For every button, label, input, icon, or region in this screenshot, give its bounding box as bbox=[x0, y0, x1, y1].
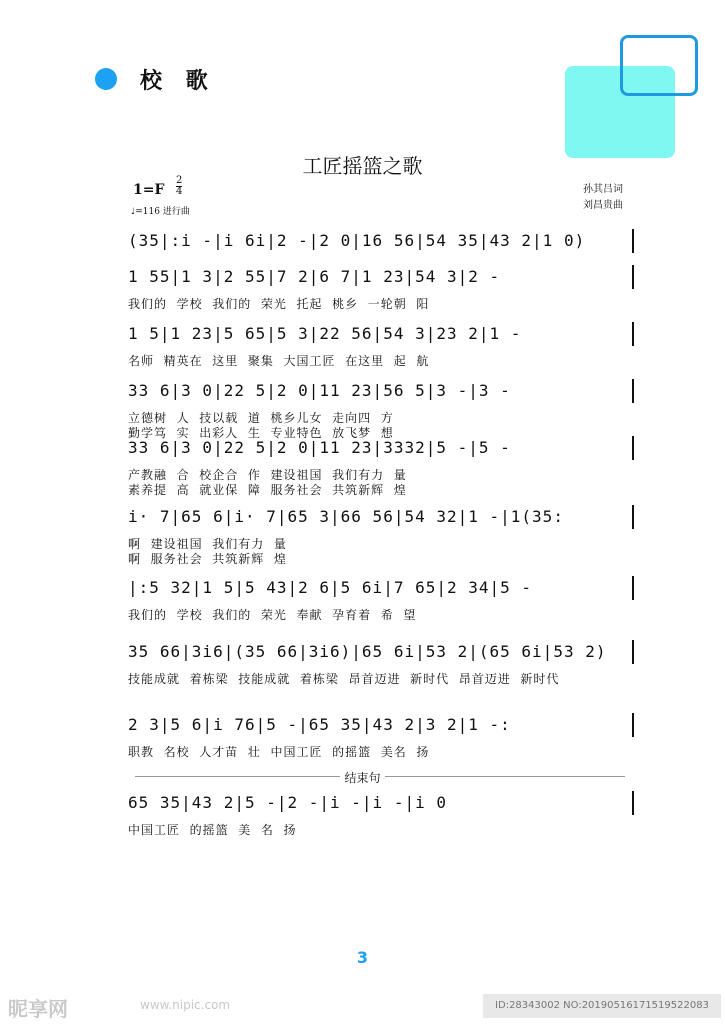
notation-line: (35|:i -|i 6i|2 -|2 0|16 56|54 35|43 2|1 0) bbox=[128, 231, 586, 250]
barline bbox=[632, 640, 634, 664]
barline bbox=[632, 322, 634, 346]
lyric-line: 中国工匠 的摇篮 美 名 扬 bbox=[128, 823, 297, 837]
barline bbox=[632, 576, 634, 600]
barline bbox=[632, 505, 634, 529]
lyric-line: 产教融 合 校企合 作 建设祖国 我们有力 量 bbox=[128, 468, 407, 482]
decor-blue-frame bbox=[620, 35, 698, 96]
lyric-line: 素养提 高 就业保 障 服务社会 共筑新辉 煌 bbox=[128, 483, 407, 497]
section-bullet-icon bbox=[95, 68, 117, 90]
composer: 刘昌贵曲 bbox=[583, 200, 623, 211]
barline bbox=[632, 265, 634, 289]
notation-line: 35 66|3i6|(35 66|3i6)|65 6i|53 2|(65 6i|53 2) bbox=[128, 642, 607, 661]
meter-bottom: 4 bbox=[176, 186, 183, 197]
notation-line: 1 5|1 23|5 65|5 3|22 56|54 3|23 2|1 - bbox=[128, 324, 522, 343]
lyric-line: 我们的 学校 我们的 荣光 奉献 孕育着 希 望 bbox=[128, 608, 417, 622]
lyric-line: 我们的 学校 我们的 荣光 托起 桃乡 一轮朝 阳 bbox=[128, 297, 430, 311]
barline bbox=[632, 229, 634, 253]
barline bbox=[632, 713, 634, 737]
section-title: 校 歌 bbox=[140, 68, 216, 94]
watermark-url: www.nipic.com bbox=[140, 998, 231, 1012]
ending-label: 结束句 bbox=[0, 769, 725, 786]
watermark-id: ID:28343002 NO:20190516171519522083 bbox=[483, 994, 721, 1018]
time-signature bbox=[176, 176, 182, 197]
song-title: 工匠摇篮之歌 bbox=[302, 154, 423, 178]
lyric-line: 职教 名校 人才苗 壮 中国工匠 的摇篮 美名 扬 bbox=[128, 745, 430, 759]
notation-line: 1 55|1 3|2 55|7 2|6 7|1 23|54 3|2 - bbox=[128, 267, 501, 286]
notation-line: 33 6|3 0|22 5|2 0|11 23|3332|5 -|5 - bbox=[128, 438, 511, 457]
notation-line: i· 7|65 6|i· 7|65 3|66 56|54 32|1 -|1(35: bbox=[128, 507, 564, 526]
tempo-marking: ♩=116 进行曲 bbox=[131, 207, 190, 217]
notation-line: 65 35|43 2|5 -|2 -|i -|i -|i 0 bbox=[128, 793, 447, 812]
lyric-line: 名师 精英在 这里 聚集 大国工匠 在这里 起 航 bbox=[128, 354, 430, 368]
barline bbox=[632, 791, 634, 815]
page-number: 3 bbox=[356, 948, 369, 967]
barline bbox=[632, 436, 634, 460]
lyric-line: 啊 建设祖国 我们有力 量 bbox=[128, 537, 287, 551]
notation-line: 2 3|5 6|i 76|5 -|65 35|43 2|3 2|1 -: bbox=[128, 715, 511, 734]
watermark-logo: 昵享网 bbox=[8, 997, 68, 1021]
notation-line: 33 6|3 0|22 5|2 0|11 23|56 5|3 -|3 - bbox=[128, 381, 511, 400]
lyric-line: 立德树 人 技以载 道 桃乡儿女 走向四 方 bbox=[128, 411, 394, 425]
meter-top: 2 bbox=[176, 175, 183, 186]
lyric-line: 啊 服务社会 共筑新辉 煌 bbox=[128, 552, 287, 566]
key-signature: 1=F bbox=[133, 182, 165, 198]
barline bbox=[632, 379, 634, 403]
lyricist: 孙其吕词 bbox=[583, 184, 623, 195]
lyric-line: 技能成就 着栋梁 技能成就 着栋梁 昂首迈进 新时代 昂首迈进 新时代 bbox=[128, 672, 560, 686]
notation-line: |:5 32|1 5|5 43|2 6|5 6i|7 65|2 34|5 - bbox=[128, 578, 533, 597]
lyric-line: 勤学笃 实 出彩人 生 专业特色 放飞梦 想 bbox=[128, 426, 394, 440]
